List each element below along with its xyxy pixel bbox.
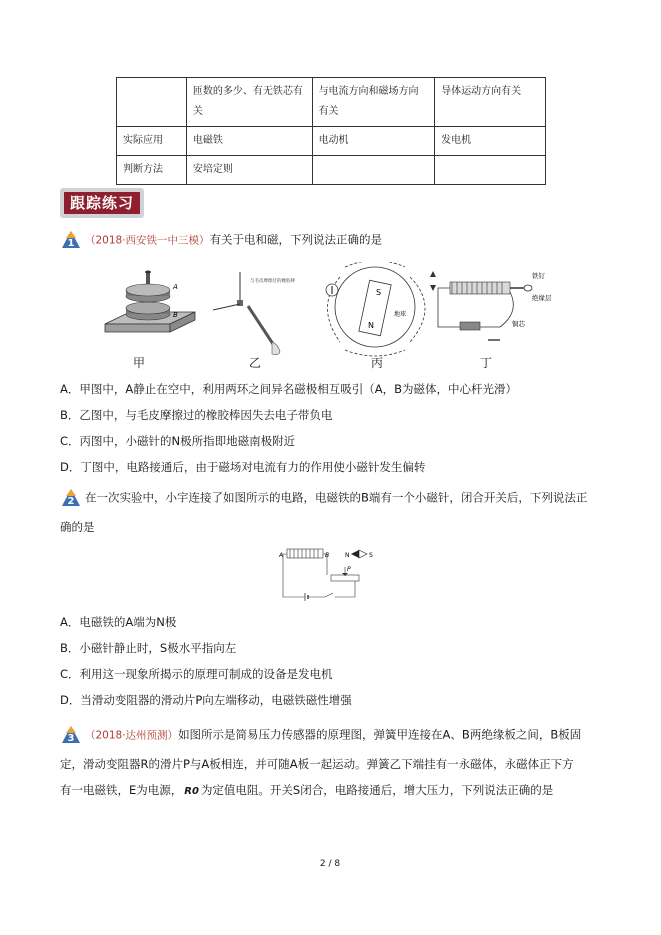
svg-text:A: A bbox=[279, 552, 284, 559]
q1-option-a: A．甲图中，A静止在空中，利用两环之间异名磁极相互吸引（A，B为磁体，中心杆光滑） bbox=[60, 382, 517, 396]
svg-text:B: B bbox=[325, 552, 330, 559]
svg-text:S: S bbox=[376, 288, 382, 297]
question-2-stem bbox=[60, 488, 587, 508]
svg-text:1: 1 bbox=[67, 238, 75, 249]
question-2-stem-cont: 确的是 bbox=[60, 520, 95, 534]
svg-text:A: A bbox=[173, 283, 178, 291]
question-text: 在一次实验中，小宇连接了如图所示的电路，电磁铁的B端有一个小磁针，闭合开关后，下列说法正 bbox=[85, 490, 588, 505]
q2-circuit-figure bbox=[275, 545, 385, 605]
q2-option-a: A．电磁铁的A端为N极 bbox=[60, 615, 177, 629]
svg-text:2: 2 bbox=[67, 496, 75, 507]
q1-option-b: B．乙图中，与毛皮摩擦过的橡胶棒因失去电子带负电 bbox=[60, 408, 333, 422]
table-cell: 判断方法 bbox=[117, 156, 187, 185]
table-cell bbox=[312, 156, 435, 185]
question-number-badge-icon bbox=[60, 488, 82, 508]
svg-text:S: S bbox=[369, 552, 373, 559]
summary-table bbox=[116, 77, 546, 185]
question-text: 有关于电和磁，下列说法正确的是 bbox=[209, 232, 383, 247]
r0-symbol: R0 bbox=[184, 786, 199, 797]
table-row bbox=[117, 156, 546, 185]
question-number-badge-icon bbox=[60, 230, 82, 250]
question-3-line-2: 定，滑动变阻器R的滑片P与A板相连，并可随A板一起运动。弹簧乙下端挂有一永磁体，永磁体正下方 bbox=[60, 757, 574, 771]
question-source: （2018·西安铁一中三模） bbox=[85, 234, 210, 247]
table-cell: 导体运动方向有关 bbox=[435, 78, 546, 127]
table-cell bbox=[117, 78, 187, 127]
table-cell: 安培定则 bbox=[186, 156, 312, 185]
question-3-line-3 bbox=[60, 782, 553, 800]
figure-caption-bing: 丙 bbox=[370, 356, 383, 370]
svg-text:N: N bbox=[368, 321, 374, 330]
svg-text:铁钉: 铁钉 bbox=[532, 272, 545, 280]
figure-caption-yi: 乙 bbox=[248, 356, 261, 370]
table-cell: 电动机 bbox=[312, 127, 435, 156]
question-text: 如图所示是简易压力传感器的原理图，弹簧甲连接在A、B两绝缘板之间，B板固 bbox=[178, 727, 582, 742]
section-banner-title: 跟踪练习 bbox=[64, 192, 140, 214]
svg-text:P: P bbox=[347, 566, 351, 573]
table-cell: 实际应用 bbox=[117, 127, 187, 156]
table-row bbox=[117, 78, 546, 127]
q2-option-b: B．小磁针静止时，S极水平指向左 bbox=[60, 641, 237, 655]
figure-ding-electromagnet bbox=[430, 271, 552, 340]
svg-text:地球: 地球 bbox=[394, 311, 407, 318]
question-number-badge-icon bbox=[60, 725, 82, 745]
question-text: 为定值电阻。开关S闭合，电路接通后，增大压力，下列说法正确的是 bbox=[200, 783, 554, 797]
svg-text:铜芯: 铜芯 bbox=[512, 320, 525, 328]
figure-caption-ding: 丁 bbox=[479, 356, 492, 370]
svg-text:绝缘层: 绝缘层 bbox=[532, 294, 552, 302]
table-cell: 发电机 bbox=[435, 127, 546, 156]
figure-bing-earth-magnetic-field bbox=[326, 262, 425, 356]
figure-jia-ring-magnets bbox=[105, 271, 195, 333]
svg-text:与毛皮摩擦过的橡胶棒: 与毛皮摩擦过的橡胶棒 bbox=[250, 279, 295, 284]
question-3-stem bbox=[60, 725, 581, 745]
table-cell: 与电流方向和磁场方向有关 bbox=[312, 78, 435, 127]
table-cell: 匝数的多少、有无铁芯有关 bbox=[186, 78, 312, 127]
q1-option-c: C．丙图中，小磁针的N极所指即地磁南极附近 bbox=[60, 434, 296, 448]
page-number: 2 / 8 bbox=[319, 859, 341, 869]
question-1-stem bbox=[60, 230, 382, 250]
question-source: （2018·达州预测） bbox=[85, 729, 179, 742]
table-row bbox=[117, 127, 546, 156]
q1-option-d: D．丁图中，电路接通后，由于磁场对电流有力的作用使小磁针发生偏转 bbox=[60, 460, 426, 474]
svg-text:B: B bbox=[173, 311, 178, 319]
q2-option-d: D．当滑动变阻器的滑动片P向左端移动，电磁铁磁性增强 bbox=[60, 693, 352, 707]
table-cell bbox=[435, 156, 546, 185]
figure-yi-charged-rod bbox=[213, 272, 295, 355]
svg-text:N: N bbox=[345, 552, 350, 559]
svg-text:3: 3 bbox=[67, 733, 75, 744]
q2-option-c: C．利用这一现象所揭示的原理可制成的设备是发电机 bbox=[60, 667, 333, 681]
question-text: 有一电磁铁，E为电源， bbox=[60, 783, 183, 797]
figure-caption-jia: 甲 bbox=[132, 356, 145, 370]
table-cell: 电磁铁 bbox=[186, 127, 312, 156]
